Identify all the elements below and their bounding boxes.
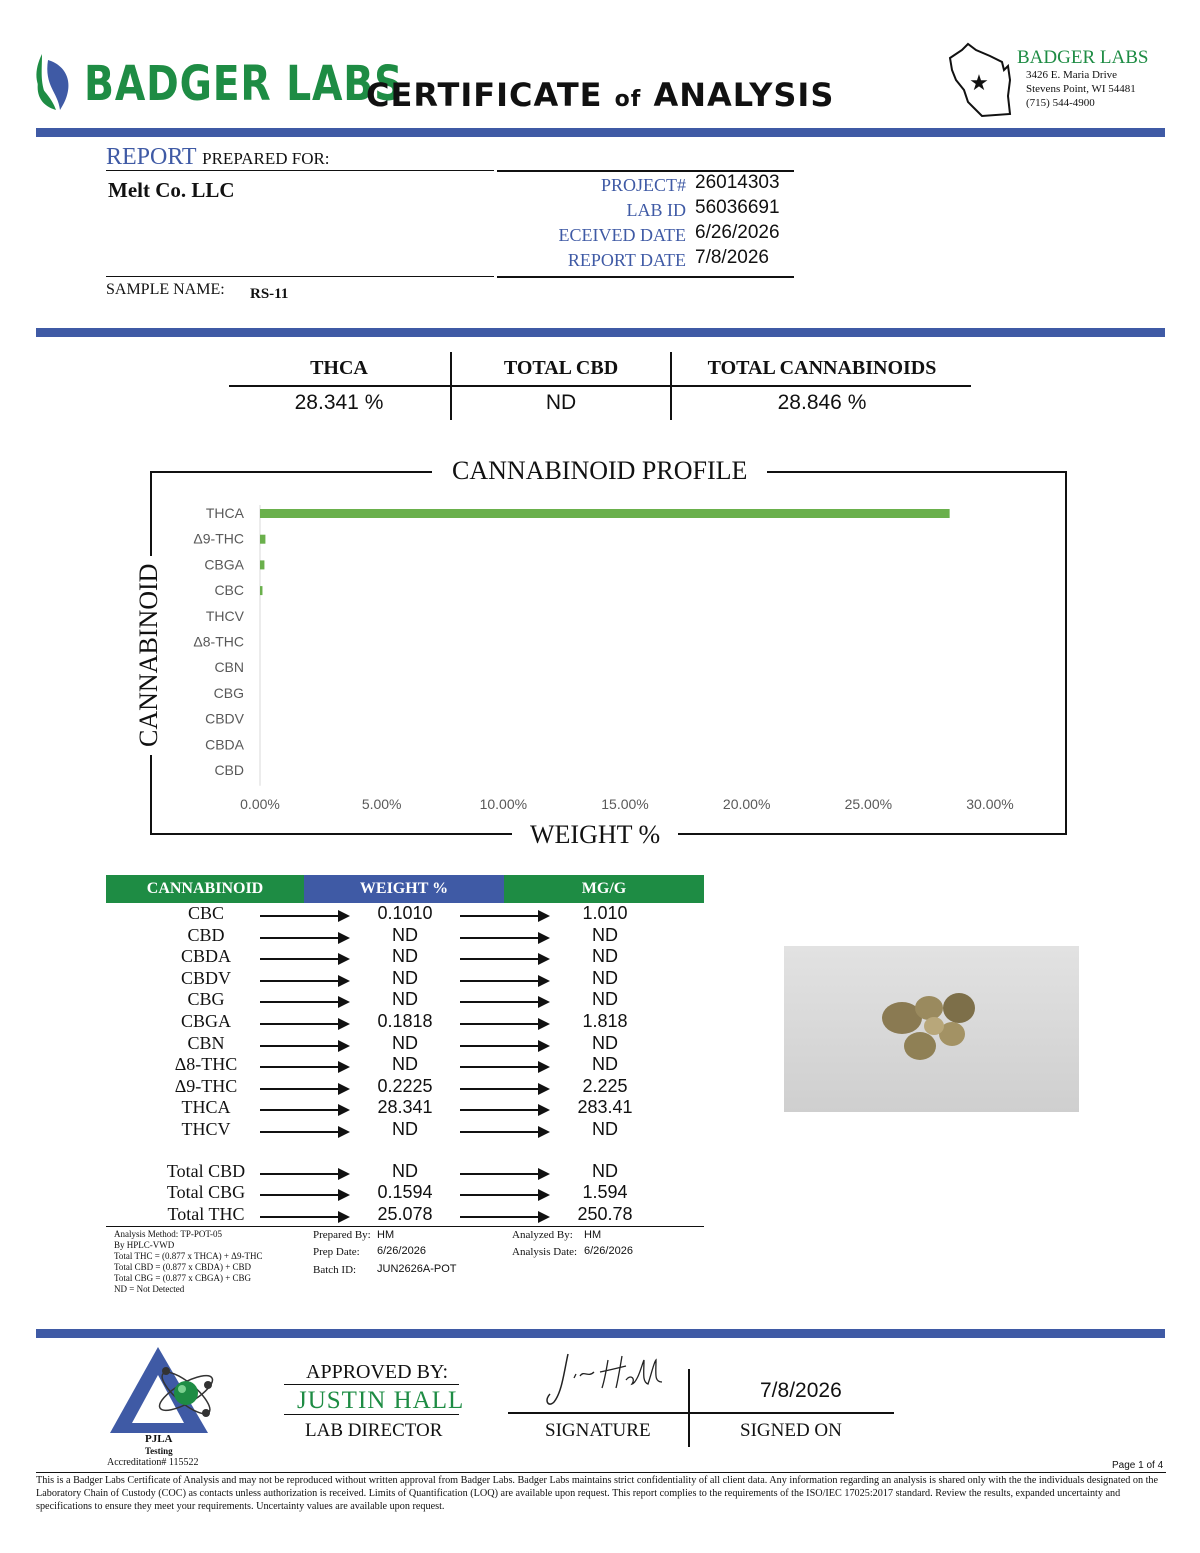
header-divider xyxy=(36,128,1165,137)
thca-summary-label: THCA xyxy=(310,357,368,379)
arrow-icon xyxy=(460,1088,548,1090)
handwritten-signature xyxy=(540,1352,670,1412)
approved-rule-bottom xyxy=(284,1414,459,1415)
signature-rule xyxy=(508,1412,894,1414)
cannabinoid-name: THCA xyxy=(181,1097,231,1118)
disclaimer: This is a Badger Labs Certificate of Analysis and may not be reproduced without written approval from Badger Labs. Badger Labs maintains strict confidentiality of all client data. Any information regarding an analysis is shared only with the the individuals designated on the Laboratory Chain of Custody (COC) as contacts unless authorization is received. Limits of Quantification (LOQ) are available upon request. This report complies to the requirements of the ISO/IEC 17025:2017 standard. Review the results, expanded uncertainty and specifications to ensure they meet your requirements. Uncertainty values are available upon request. xyxy=(36,1475,1159,1512)
arrow-icon xyxy=(260,937,348,939)
approved-by-label: APPROVED BY: xyxy=(306,1361,449,1383)
prepared-by-label: Prepared By: xyxy=(313,1229,371,1241)
address-line2: Stevens Point, WI 54481 xyxy=(1026,83,1136,95)
chart-category-label: THCV xyxy=(205,607,244,624)
total-cannabinoids-summary-label: TOTAL CANNABINOIDS xyxy=(707,357,937,379)
note-instrument: By HPLC-VWD xyxy=(114,1240,175,1250)
project-number: 26014303 xyxy=(695,172,780,193)
cannabinoid-name: Δ8-THC xyxy=(174,1054,238,1075)
mg-per-g-value: 2.225 xyxy=(582,1075,628,1096)
address-line1: 3426 E. Maria Drive xyxy=(1026,69,1118,81)
cannabinoid-name: Δ9-THC xyxy=(174,1075,238,1096)
chart-category-label: CBC xyxy=(214,582,244,599)
analyzed-by: HM xyxy=(584,1229,602,1241)
arrow-icon xyxy=(460,1066,548,1068)
arrow-icon xyxy=(260,980,348,982)
chart-x-tick-label: 5.00% xyxy=(361,796,402,812)
mg-per-g-value: ND xyxy=(592,1160,618,1181)
chart-category-label: CBGA xyxy=(204,556,244,573)
lab-id-label: LAB ID xyxy=(626,200,686,220)
chart-category-label: CBN xyxy=(214,659,244,676)
director-title: LAB DIRECTOR xyxy=(305,1420,443,1441)
signed-on-label: SIGNED ON xyxy=(740,1420,842,1441)
weight-value: ND xyxy=(392,946,418,967)
chart-x-axis-label: WEIGHT % xyxy=(512,820,678,850)
cannabinoid-name: CBDA xyxy=(180,946,231,967)
arrow-icon xyxy=(260,958,348,960)
report-divider xyxy=(36,328,1165,337)
lab-id: 56036691 xyxy=(695,197,780,218)
meta-rule-bottom xyxy=(497,276,794,278)
chart-bar xyxy=(260,586,262,595)
col-header-cannabinoid: CANNABINOID xyxy=(106,875,304,903)
signed-date: 7/8/2026 xyxy=(760,1379,842,1402)
sample-name-label: SAMPLE NAME: xyxy=(106,281,225,298)
page-number: Page 1 of 4 xyxy=(1112,1460,1164,1471)
col-header-weight: WEIGHT % xyxy=(304,875,504,903)
arrow-icon xyxy=(460,1001,548,1003)
lab-address xyxy=(1026,68,1136,110)
arrow-icon xyxy=(460,1023,548,1025)
mg-per-g-value: ND xyxy=(592,946,618,967)
chart-category-label: CBD xyxy=(214,762,244,778)
badger-leaf-logo-icon xyxy=(34,52,78,112)
arrow-icon xyxy=(260,1109,348,1111)
cannabinoid-name: CBN xyxy=(187,1032,225,1053)
project-label: PROJECT# xyxy=(600,175,686,195)
pjla-logo-icon xyxy=(108,1345,220,1437)
mg-per-g-value: ND xyxy=(592,1054,618,1075)
batch-id: JUN2626A-POT xyxy=(377,1263,457,1275)
table-bottom-rule xyxy=(106,1226,704,1227)
mg-per-g-value: 283.41 xyxy=(577,1097,633,1118)
arrow-icon xyxy=(260,1066,348,1068)
chart-x-tick-label: 20.00% xyxy=(722,796,771,812)
chart-x-tick-label: 0.00% xyxy=(240,796,280,812)
total-cbd-summary-value: ND xyxy=(545,391,577,414)
lab-phone: (715) 544-4900 xyxy=(1026,97,1095,109)
mg-per-g-value: ND xyxy=(592,1119,618,1139)
signature-divider xyxy=(688,1369,690,1447)
chart-y-axis-label: CANNABINOID xyxy=(134,556,164,755)
mg-per-g-value: ND xyxy=(592,924,618,945)
report-prepared-for xyxy=(106,144,330,171)
mg-per-g-value: 1.594 xyxy=(582,1182,628,1203)
arrow-icon xyxy=(460,1131,548,1133)
report-label: REPORT xyxy=(106,144,197,170)
arrow-icon xyxy=(460,915,548,917)
prep-date-label: Prep Date: xyxy=(313,1246,360,1258)
summary-rule xyxy=(229,385,971,387)
title-analysis: ANALYSIS xyxy=(653,76,835,114)
document-title xyxy=(366,76,834,114)
cannabinoid-name: CBC xyxy=(187,903,225,923)
prepared-for-label: PREPARED FOR: xyxy=(202,149,330,168)
mg-per-g-value: 1.010 xyxy=(582,903,628,923)
chart-x-tick-label: 30.00% xyxy=(966,796,1014,812)
arrow-icon xyxy=(460,937,548,939)
disclaimer-rule xyxy=(36,1472,1166,1473)
total-name: Total THC xyxy=(167,1203,245,1224)
cannabinoid-name: THCV xyxy=(181,1119,231,1139)
weight-value: ND xyxy=(392,1032,418,1053)
received-date: 6/26/2026 xyxy=(695,222,780,243)
sample-photo xyxy=(784,946,1079,1112)
arrow-icon xyxy=(460,1045,548,1047)
pjla-label: PJLA xyxy=(145,1433,173,1445)
received-date-label: ECEIVED DATE xyxy=(558,225,686,245)
note-method: Analysis Method: TP-POT-05 xyxy=(114,1229,223,1239)
client-name: Melt Co. LLC xyxy=(108,178,235,202)
note-total-thc: Total THC = (0.877 x THCA) + Δ9-THC xyxy=(114,1251,263,1261)
cannabinoid-profile-chart xyxy=(150,471,1067,835)
arrow-icon xyxy=(260,1216,348,1218)
arrow-icon xyxy=(260,1173,348,1175)
arrow-icon xyxy=(260,1001,348,1003)
chart-bar xyxy=(260,509,950,518)
weight-value: 0.1818 xyxy=(377,1011,433,1031)
col-header-mg: MG/G xyxy=(504,875,704,903)
weight-value: ND xyxy=(392,989,418,1010)
total-cannabinoids-summary-value: 28.846 % xyxy=(777,391,867,414)
report-date: 7/8/2026 xyxy=(695,247,769,268)
chart-x-tick-label: 25.00% xyxy=(844,796,893,812)
note-total-cbg: Total CBG = (0.877 x CBGA) + CBG xyxy=(114,1273,252,1283)
client-rule-top xyxy=(106,170,494,171)
arrow-icon xyxy=(460,980,548,982)
lab-name: BADGER LABS xyxy=(1017,47,1149,68)
title-certificate: CERTIFICATE xyxy=(366,76,603,114)
sample-name: RS-11 xyxy=(250,286,289,302)
cannabinoid-name: CBGA xyxy=(180,1011,231,1031)
thca-summary-value: 28.341 % xyxy=(294,391,384,414)
mg-per-g-value: ND xyxy=(592,967,618,988)
chart-title: CANNABINOID PROFILE xyxy=(432,456,767,486)
chart-category-label: CBG xyxy=(213,684,244,701)
weight-value: ND xyxy=(392,924,418,945)
wisconsin-map-icon xyxy=(946,40,1018,120)
chart-category-label: Δ9-THC xyxy=(193,530,244,547)
cannabinoid-name: CBD xyxy=(187,924,225,945)
total-name: Total CBG xyxy=(166,1182,246,1203)
mg-per-g-value: ND xyxy=(592,1032,618,1053)
arrow-icon xyxy=(460,1194,548,1196)
arrow-icon xyxy=(260,1023,348,1025)
analysis-notes xyxy=(114,1229,262,1295)
approved-rule-top xyxy=(284,1384,459,1385)
weight-value: 0.1594 xyxy=(377,1182,433,1203)
note-total-cbd: Total CBD = (0.877 x CBDA) + CBD xyxy=(114,1262,252,1272)
mg-per-g-value: 250.78 xyxy=(577,1203,633,1224)
client-rule-bottom xyxy=(106,276,494,277)
director-name: JUSTIN HALL xyxy=(297,1387,465,1414)
arrow-icon xyxy=(260,1194,348,1196)
footer-divider xyxy=(36,1329,1165,1338)
mg-per-g-value: 1.818 xyxy=(582,1011,628,1031)
prep-date: 6/26/2026 xyxy=(377,1245,426,1257)
prepared-by: HM xyxy=(377,1229,395,1241)
arrow-icon xyxy=(260,1045,348,1047)
weight-value: 0.2225 xyxy=(377,1075,433,1096)
analysis-date-label: Analysis Date: xyxy=(512,1246,578,1258)
chart-category-label: Δ8-THC xyxy=(193,633,244,650)
weight-value: ND xyxy=(392,1119,418,1139)
mg-per-g-value: ND xyxy=(592,989,618,1010)
chart-category-label: CBDV xyxy=(205,710,244,727)
brand-name: BADGER LABS xyxy=(84,56,404,112)
svg-text:★: ★ xyxy=(969,70,989,95)
total-cbd-summary-label: TOTAL CBD xyxy=(503,357,619,379)
accreditation-number: Accreditation# 115522 xyxy=(107,1457,199,1468)
arrow-icon xyxy=(260,1088,348,1090)
arrow-icon xyxy=(460,958,548,960)
chart-bar xyxy=(260,535,265,544)
arrow-icon xyxy=(460,1109,548,1111)
weight-value: 28.341 xyxy=(377,1097,433,1118)
chart-category-label: THCA xyxy=(205,505,244,521)
chart-bar xyxy=(260,560,264,569)
chart-x-tick-label: 15.00% xyxy=(601,796,649,812)
weight-value: 0.1010 xyxy=(377,903,433,923)
weight-value: ND xyxy=(392,1054,418,1075)
cannabinoid-name: CBG xyxy=(187,989,225,1010)
note-nd: ND = Not Detected xyxy=(114,1284,185,1294)
pjla-testing-label: Testing xyxy=(145,1446,173,1456)
signature-label: SIGNATURE xyxy=(545,1420,651,1441)
analyzed-by-label: Analyzed By: xyxy=(512,1229,573,1241)
title-of: of xyxy=(614,87,642,112)
report-date-label: REPORT DATE xyxy=(567,250,686,270)
arrow-icon xyxy=(460,1173,548,1175)
weight-value: ND xyxy=(392,1160,418,1181)
weight-value: 25.078 xyxy=(377,1203,433,1224)
analysis-date: 6/26/2026 xyxy=(584,1245,633,1257)
chart-x-tick-label: 10.00% xyxy=(479,796,528,812)
arrow-icon xyxy=(260,915,348,917)
batch-id-label: Batch ID: xyxy=(313,1264,357,1276)
total-name: Total CBD xyxy=(166,1160,246,1181)
arrow-icon xyxy=(460,1216,548,1218)
chart-category-label: CBDA xyxy=(205,736,244,753)
arrow-icon xyxy=(260,1131,348,1133)
cannabinoid-name: CBDV xyxy=(180,967,231,988)
weight-value: ND xyxy=(392,967,418,988)
